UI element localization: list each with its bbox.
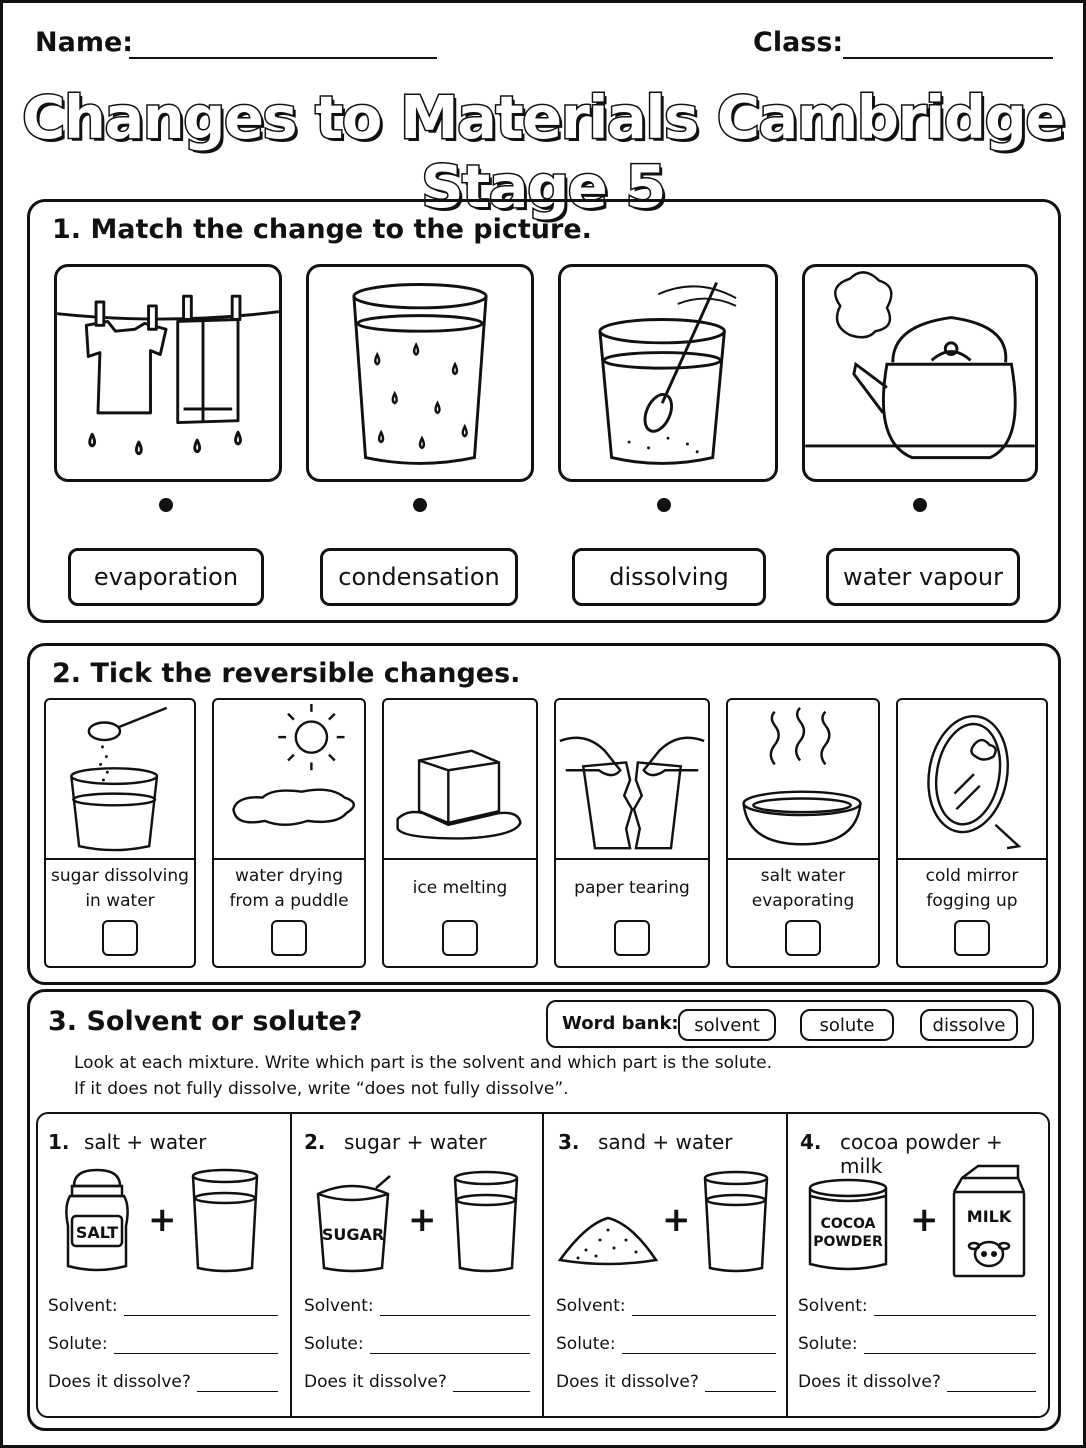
dissolve-row: [798, 1372, 1036, 1392]
clothesline-drying-icon: [57, 267, 279, 479]
plus-sign: +: [148, 1200, 177, 1240]
cold-glass-condensation-icon: [309, 267, 531, 479]
tick-box[interactable]: [614, 920, 650, 956]
answer-line[interactable]: [864, 1339, 1036, 1354]
picture-kettle: [802, 264, 1038, 482]
row-label: Solvent:: [556, 1296, 626, 1316]
mixture-card: [786, 1114, 1050, 1416]
card-caption: salt water evaporating: [751, 866, 855, 911]
milk-carton-icon: [948, 1162, 1028, 1280]
water-glass-icon: [450, 1168, 522, 1276]
word-bank: [546, 1000, 1034, 1048]
solvent-row: [304, 1296, 530, 1316]
picture-cold-glass: [306, 264, 534, 482]
mixture-card: [290, 1114, 544, 1416]
fogged-mirror-icon: [898, 700, 1046, 858]
ice-cube-icon: [384, 700, 536, 858]
section-tick: [27, 643, 1061, 985]
answer-line[interactable]: [874, 1301, 1036, 1316]
card-caption: sugar dissolving in water: [51, 866, 189, 911]
card-sugar-dissolving: [44, 698, 196, 968]
solute-row: [556, 1334, 776, 1354]
sugar-spoon-glass-icon: [46, 700, 194, 858]
row-label: Solute:: [304, 1334, 364, 1354]
row-label: Solute:: [48, 1334, 108, 1354]
card-caption: cold mirror fogging up: [925, 866, 1019, 911]
mixture-title: cocoa powder + milk: [840, 1130, 1003, 1178]
solute-row: [798, 1334, 1036, 1354]
svg-text:SUGAR: SUGAR: [321, 1225, 385, 1244]
mixture-card: [542, 1114, 788, 1416]
mixture-number: 1.: [48, 1130, 70, 1154]
svg-text:SALT: SALT: [75, 1223, 119, 1242]
salt-shaker-icon: [62, 1166, 132, 1276]
row-label: Solvent:: [798, 1296, 868, 1316]
worksheet-title: Changes to Materials Cambridge Stage 5: [22, 83, 1064, 221]
solvent-row: [48, 1296, 278, 1316]
word-bank-label: Word bank:: [562, 1013, 679, 1034]
word-bank-solute: solute: [800, 1009, 894, 1041]
name-field[interactable]: [129, 57, 437, 59]
card-mirror-fogging: [896, 698, 1048, 968]
word-evaporation[interactable]: evaporation: [68, 548, 264, 606]
solute-row: [304, 1334, 530, 1354]
row-label: Does it dissolve?: [48, 1372, 191, 1392]
word-bank-dissolve: dissolve: [920, 1009, 1018, 1041]
picture-stirring: [558, 264, 778, 482]
mixture-title: sugar + water: [344, 1130, 487, 1154]
word-condensation[interactable]: condensation: [320, 548, 518, 606]
section-3-title: 3. Solvent or solute?: [48, 1006, 363, 1037]
water-glass-icon: [700, 1168, 772, 1276]
powder-label: POWDER: [813, 1234, 883, 1250]
card-salt-water: [726, 698, 880, 968]
card-caption: ice melting: [412, 878, 508, 898]
section-1-title: 1. Match the change to the picture.: [52, 214, 592, 245]
dissolve-row: [48, 1372, 278, 1392]
answer-line[interactable]: [380, 1301, 530, 1316]
section-match: [27, 199, 1061, 623]
answer-line[interactable]: [947, 1377, 1036, 1392]
plus-sign: +: [910, 1200, 939, 1240]
mixture-title: salt + water: [84, 1130, 207, 1154]
picture-clothesline: [54, 264, 282, 482]
steaming-kettle-icon: [805, 267, 1035, 479]
card-puddle-drying: [212, 698, 366, 968]
mixture-card: [38, 1114, 290, 1416]
row-label: Does it dissolve?: [304, 1372, 447, 1392]
mixture-number: 2.: [304, 1130, 326, 1154]
tick-box[interactable]: [102, 920, 138, 956]
word-dissolving[interactable]: dissolving: [572, 548, 766, 606]
mixture-title: sand + water: [598, 1130, 733, 1154]
dissolve-row: [556, 1372, 776, 1392]
instruction-line-2: If it does not fully dissolve, write “does not fully dissolve”.: [74, 1079, 569, 1099]
class-label: Class:: [753, 27, 844, 58]
plus-sign: +: [408, 1200, 437, 1240]
mixture-number: 4.: [800, 1130, 822, 1154]
answer-line[interactable]: [370, 1339, 530, 1354]
row-label: Solute:: [556, 1334, 616, 1354]
solute-row: [48, 1334, 278, 1354]
row-label: Solute:: [798, 1334, 858, 1354]
answer-line[interactable]: [705, 1377, 776, 1392]
word-water-vapour[interactable]: water vapour: [826, 548, 1020, 606]
name-label: Name:: [35, 27, 134, 58]
svg-text:MILK: MILK: [966, 1207, 1012, 1226]
match-dot[interactable]: [657, 498, 671, 512]
card-caption: paper tearing: [574, 878, 690, 898]
match-dot[interactable]: [159, 498, 173, 512]
mixture-number: 3.: [558, 1130, 580, 1154]
answer-line[interactable]: [632, 1301, 776, 1316]
match-dot[interactable]: [913, 498, 927, 512]
card-caption: water drying from a puddle: [229, 866, 349, 911]
steaming-bowl-icon: [728, 700, 878, 858]
dissolve-row: [304, 1372, 530, 1392]
instruction-line-1: Look at each mixture. Write which part is the solvent and which part is the solute.: [74, 1053, 773, 1073]
section-solvent-solute: [27, 989, 1061, 1431]
solvent-row: [798, 1296, 1036, 1316]
tick-box[interactable]: [785, 920, 821, 956]
glass-stirring-spoon-icon: [561, 267, 775, 479]
solvent-row: [556, 1296, 776, 1316]
plus-sign: +: [662, 1200, 691, 1240]
answer-line[interactable]: [114, 1339, 278, 1354]
row-label: Solvent:: [48, 1296, 118, 1316]
water-glass-icon: [188, 1166, 262, 1276]
cocoa-tin-icon: [806, 1176, 890, 1276]
tick-box[interactable]: [271, 920, 307, 956]
answer-line[interactable]: [197, 1377, 278, 1392]
row-label: Does it dissolve?: [798, 1372, 941, 1392]
answer-line[interactable]: [622, 1339, 776, 1354]
tearing-paper-icon: [556, 700, 708, 858]
sun-puddle-icon: [214, 700, 364, 858]
card-paper-tearing: [554, 698, 710, 968]
match-dot[interactable]: [413, 498, 427, 512]
class-field[interactable]: [843, 57, 1053, 59]
tick-box[interactable]: [954, 920, 990, 956]
word-bank-solvent: solvent: [678, 1009, 776, 1041]
answer-line[interactable]: [124, 1301, 278, 1316]
sand-pile-icon: [556, 1210, 660, 1270]
answer-line[interactable]: [453, 1377, 530, 1392]
card-ice-melting: [382, 698, 538, 968]
row-label: Solvent:: [304, 1296, 374, 1316]
row-label: Does it dissolve?: [556, 1372, 699, 1392]
cocoa-label: COCOA: [820, 1216, 876, 1232]
sugar-bag-icon: [312, 1174, 394, 1274]
section-2-title: 2. Tick the reversible changes.: [52, 658, 521, 689]
tick-box[interactable]: [442, 920, 478, 956]
mixtures-grid: [36, 1112, 1050, 1418]
